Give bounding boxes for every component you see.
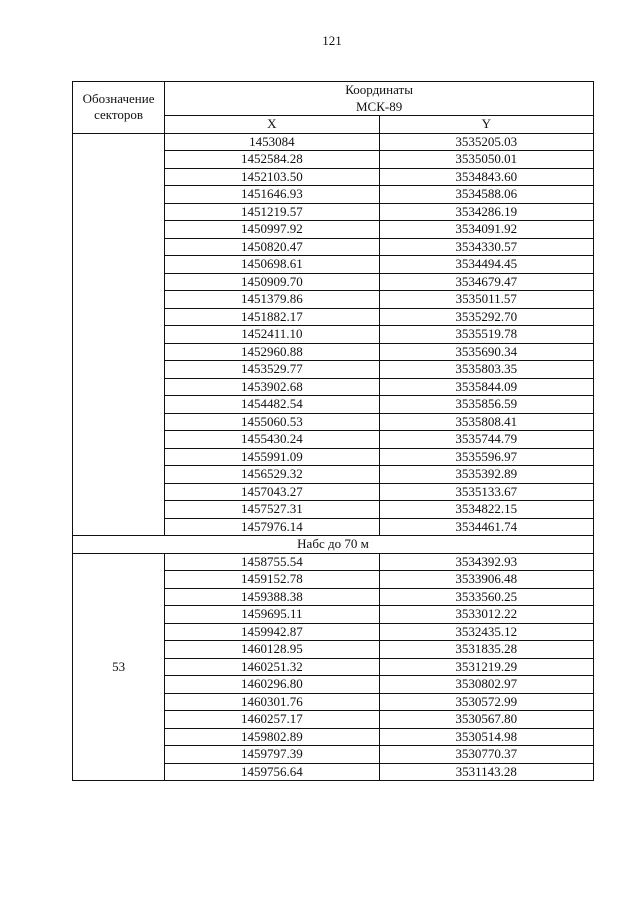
x-cell: 1452103.50 (165, 168, 379, 186)
x-cell: 1451379.86 (165, 291, 379, 309)
x-cell: 1459152.78 (165, 571, 379, 589)
y-cell: 3535690.34 (379, 343, 593, 361)
group1-body (73, 133, 594, 536)
y-cell: 3535856.59 (379, 396, 593, 414)
table-row (73, 553, 594, 571)
sector-header-line1: Обозначение (82, 90, 155, 106)
x-cell: 1455991.09 (165, 448, 379, 466)
sector-cell: 53 (73, 553, 165, 781)
y-cell: 3534330.57 (379, 238, 593, 256)
x-cell: 1459695.11 (165, 606, 379, 624)
y-cell: 3534494.45 (379, 256, 593, 274)
x-cell: 1460128.95 (165, 641, 379, 659)
y-cell: 3535596.97 (379, 448, 593, 466)
x-column-header: X (165, 116, 379, 134)
x-cell: 1460296.80 (165, 676, 379, 694)
y-cell: 3534679.47 (379, 273, 593, 291)
y-cell: 3533012.22 (379, 606, 593, 624)
y-cell: 3533560.25 (379, 588, 593, 606)
page-number: 121 (322, 33, 342, 48)
coordinates-header-label: Координаты (345, 82, 413, 97)
table-row (73, 133, 594, 151)
y-cell: 3530514.98 (379, 728, 593, 746)
y-cell: 3530770.37 (379, 746, 593, 764)
x-cell: 1450820.47 (165, 238, 379, 256)
y-cell: 3535803.35 (379, 361, 593, 379)
x-cell: 1460301.76 (165, 693, 379, 711)
x-cell: 1452584.28 (165, 151, 379, 169)
x-cell: 1450909.70 (165, 273, 379, 291)
sector-cell (73, 133, 165, 536)
y-cell: 3535133.67 (379, 483, 593, 501)
y-cell: 3533906.48 (379, 571, 593, 589)
coordinates-table (72, 81, 594, 781)
y-cell: 3534822.15 (379, 501, 593, 519)
group2-body (73, 553, 594, 781)
x-cell: 1451882.17 (165, 308, 379, 326)
x-cell: 1460251.32 (165, 658, 379, 676)
y-cell: 3534091.92 (379, 221, 593, 239)
x-cell: 1455430.24 (165, 431, 379, 449)
y-cell: 3535744.79 (379, 431, 593, 449)
y-cell: 3530802.97 (379, 676, 593, 694)
y-cell: 3534286.19 (379, 203, 593, 221)
y-cell: 3530572.99 (379, 693, 593, 711)
x-cell: 1460257.17 (165, 711, 379, 729)
sector-column-header (73, 82, 165, 134)
x-cell: 1450698.61 (165, 256, 379, 274)
x-cell: 1452411.10 (165, 326, 379, 344)
coordinates-header (165, 82, 594, 116)
coordinate-system-label: МСК-89 (355, 98, 403, 114)
y-cell: 3531835.28 (379, 641, 593, 659)
x-cell: 1456529.32 (165, 466, 379, 484)
y-cell: 3535050.01 (379, 151, 593, 169)
x-cell: 1459797.39 (165, 746, 379, 764)
y-cell: 3534843.60 (379, 168, 593, 186)
y-cell: 3530567.80 (379, 711, 593, 729)
y-cell: 3534461.74 (379, 518, 593, 536)
header-row-top (73, 82, 594, 116)
y-cell: 3534588.06 (379, 186, 593, 204)
x-cell: 1459802.89 (165, 728, 379, 746)
y-cell: 3535292.70 (379, 308, 593, 326)
y-cell: 3532435.12 (379, 623, 593, 641)
x-cell: 1451219.57 (165, 203, 379, 221)
x-cell: 1459942.87 (165, 623, 379, 641)
x-cell: 1451646.93 (165, 186, 379, 204)
y-cell: 3535808.41 (379, 413, 593, 431)
y-cell: 3535011.57 (379, 291, 593, 309)
y-column-header: Y (379, 116, 593, 134)
x-cell: 1457976.14 (165, 518, 379, 536)
section-label: Набс до 70 м (73, 536, 594, 554)
x-cell: 1459388.38 (165, 588, 379, 606)
x-cell: 1455060.53 (165, 413, 379, 431)
y-cell: 3535205.03 (379, 133, 593, 151)
y-cell: 3535844.09 (379, 378, 593, 396)
x-cell: 1459756.64 (165, 763, 379, 781)
y-cell: 3531219.29 (379, 658, 593, 676)
x-cell: 1454482.54 (165, 396, 379, 414)
sector-header-line2: секторов (94, 107, 144, 123)
x-cell: 1453902.68 (165, 378, 379, 396)
x-cell: 1453529.77 (165, 361, 379, 379)
x-cell: 1453084 (165, 133, 379, 151)
x-cell: 1452960.88 (165, 343, 379, 361)
y-cell: 3534392.93 (379, 553, 593, 571)
x-cell: 1457527.31 (165, 501, 379, 519)
x-cell: 1450997.92 (165, 221, 379, 239)
y-cell: 3535392.89 (379, 466, 593, 484)
x-cell: 1457043.27 (165, 483, 379, 501)
y-cell: 3535519.78 (379, 326, 593, 344)
x-cell: 1458755.54 (165, 553, 379, 571)
section-row (73, 536, 594, 554)
y-cell: 3531143.28 (379, 763, 593, 781)
